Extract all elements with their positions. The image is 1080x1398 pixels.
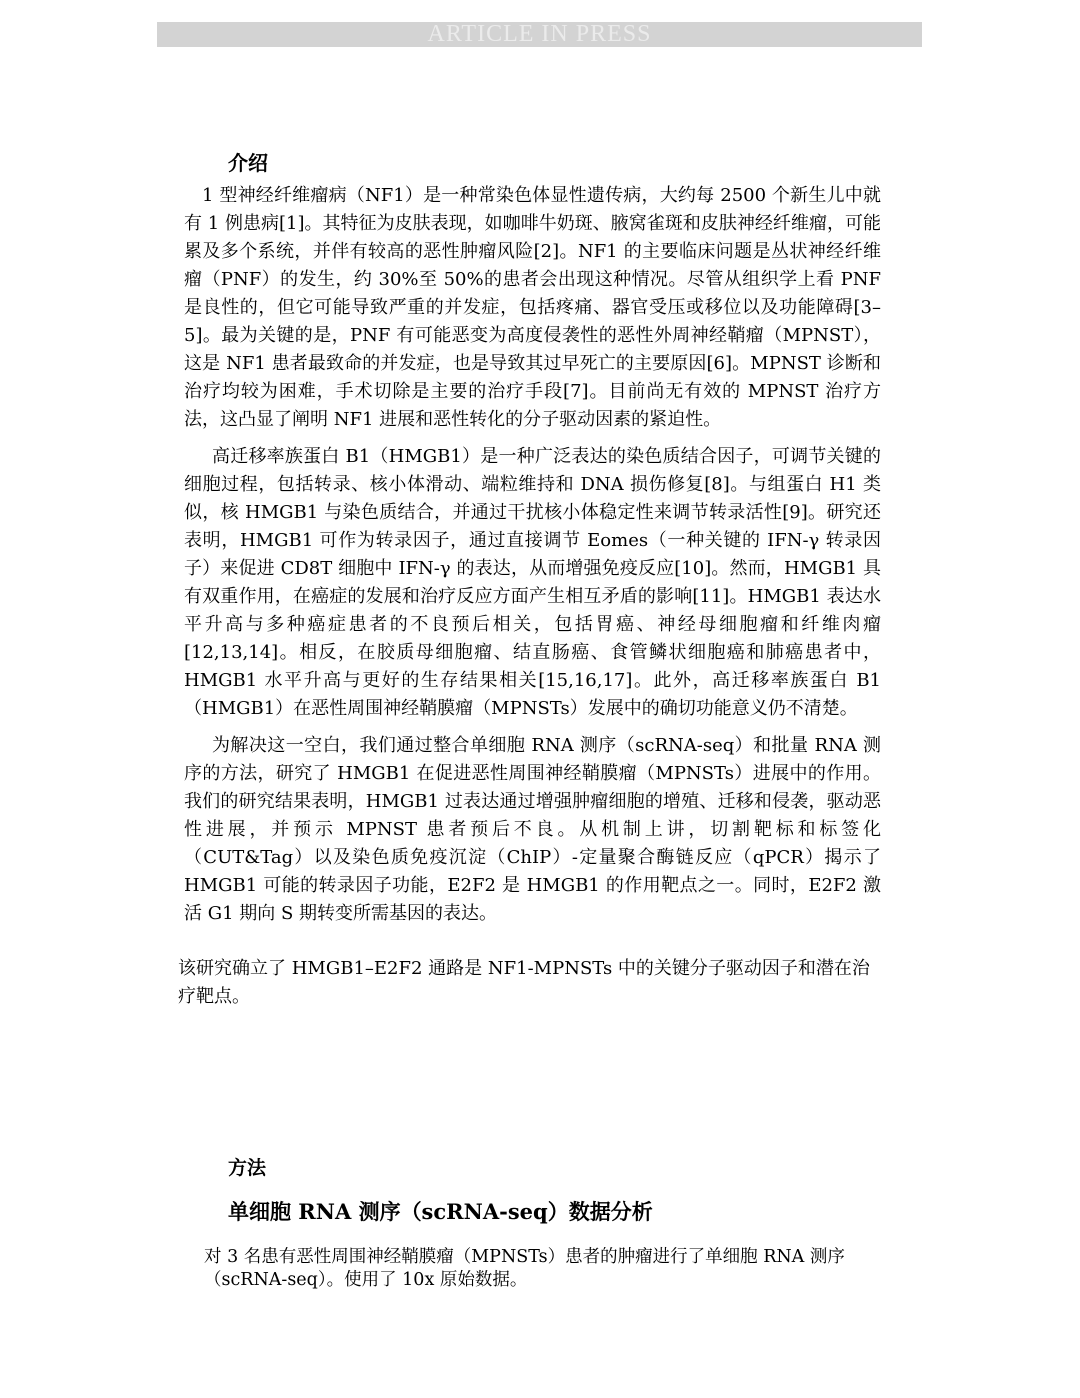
methods-paragraph: 对 3 名患有恶性周围神经鞘膜瘤（MPNSTs）患者的肿瘤进行了单细胞 RNA 测序（scRNA-seq）。使用了 10x 原始数据。: [204, 1247, 845, 1290]
intro-closing-line: 该研究确立了 HMGB1–E2F2 通路是 NF1-MPNSTs 中的关键分子驱动因子和潜在治疗靶点。: [178, 958, 870, 1007]
intro-paragraph-2: 高迁移率族蛋白 B1（HMGB1）是一种广泛表达的染色质结合因子，可调节关键的细胞过程，包括转录、核小体滑动、端粒维持和 DNA 损伤修复[8]。与组蛋白 H1 类似，核 HMGB1 与染色质结合，并通过干扰核小体稳定性来调节转录活性[9]。研究还表明，HMGB1 可作为转录因子，通过直接调节 Eomes（一种关键的 IFN-γ 转录因子）来促进 CD8T 细胞中 IFN-γ 的表达，从而增强免疫反应[10]。然而，HMGB1 具有双重作用，在癌症的发展和治疗反应方面产生相互矛盾的影响[11]。HMGB1 表达水平升高与多种癌症患者的不良预后相关，包括胃癌、神经母细胞瘤和纤维肉瘤[12,13,14]。相反，在胶质母细胞瘤、结直肠癌、食管鳞状细胞癌和肺癌患者中，HMGB1 水平升高与更好的生存结果相关[15,16,17]。此外，高迁移率族蛋白 B1（HMGB1）在恶性周围神经鞘膜瘤（MPNSTs）发展中的确切功能意义仍不清楚。: [184, 446, 881, 719]
intro-paragraph-3: 为解决这一空白，我们通过整合单细胞 RNA 测序（scRNA-seq）和批量 RNA 测序的方法，研究了 HMGB1 在促进恶性周围神经鞘膜瘤（MPNSTs）进展中的作用。我们的研究结果表明，HMGB1 过表达通过增强肿瘤细胞的增殖、迁移和侵袭，驱动恶性进展，并预示 MPNST 患者预后不良。从机制上讲，切割靶标和标签化（CUT&Tag）以及染色质免疫沉淀（ChIP）-定量聚合酶链反应（qPCR）揭示了 HMGB1 可能的转录因子功能，E2F2 是 HMGB1 的作用靶点之一。同时，E2F2 激活 G1 期向 S 期转变所需基因的表达。: [184, 735, 881, 924]
scrnaseq-subheading: 单细胞 RNA 测序（scRNA-seq）数据分析: [228, 1199, 653, 1224]
methods-section: [204, 1156, 880, 1292]
intro-paragraph-1: 1 型神经纤维瘤病（NF1）是一种常染色体显性遗传病，大约每 2500 个新生儿中就有 1 例患病[1]。其特征为皮肤表现，如咖啡牛奶斑、腋窝雀斑和皮肤神经纤维瘤，可能累及多个系统，并伴有较高的恶性肿瘤风险[2]。NF1 的主要临床问题是丛状神经纤维瘤（PNF）的发生，约 30%至 50%的患者会出现这种情况。尽管从组织学上看 PNF 是良性的，但它可能导致严重的并发症，包括疼痛、器官受压或移位以及功能障碍[3–5]。最为关键的是，PNF 有可能恶变为高度侵袭性的恶性外周神经鞘瘤（MPNST），这是 NF1 患者最致命的并发症，也是导致其过早死亡的主要原因[6]。MPNST 诊断和治疗均较为困难，手术切除是主要的治疗手段[7]。目前尚无有效的 MPNST 治疗方法，这凸显了阐明 NF1 进展和恶性转化的分子驱动因素的紧迫性。: [184, 185, 881, 430]
methods-heading: 方法: [228, 1157, 267, 1179]
intro-heading: 介绍: [228, 151, 268, 175]
banner-text: ARTICLE IN PRESS: [427, 21, 652, 47]
article-in-press-banner: [157, 22, 922, 47]
intro-section: [178, 150, 881, 1011]
